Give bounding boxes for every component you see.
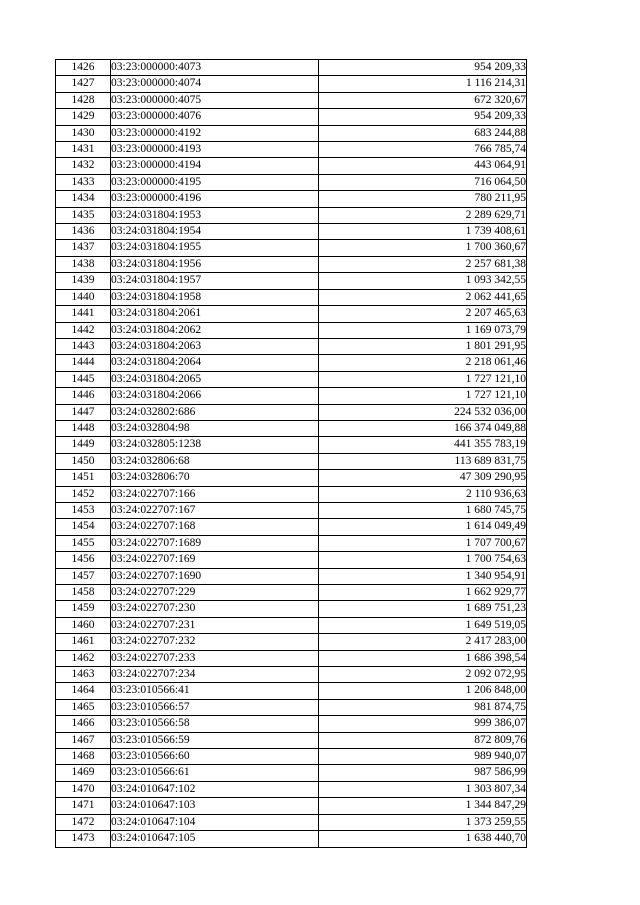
value-cell: 2 218 061,46 [319, 355, 527, 371]
table-row [56, 814, 527, 830]
cadastral-number-cell: 03:24:022707:229 [111, 585, 319, 601]
value-cell: 954 209,33 [319, 109, 527, 125]
row-number-cell: 1453 [56, 502, 111, 518]
table-body [56, 60, 527, 848]
cadastral-number-cell: 03:24:031804:2062 [111, 322, 319, 338]
table-row [56, 142, 527, 158]
value-cell: 47 309 290,95 [319, 470, 527, 486]
cadastral-number-cell: 03:24:031804:1957 [111, 273, 319, 289]
table-row [56, 667, 527, 683]
cadastral-number-cell: 03:23:000000:4194 [111, 158, 319, 174]
value-cell: 2 289 629,71 [319, 207, 527, 223]
cadastral-number-cell: 03:24:031804:1955 [111, 240, 319, 256]
cadastral-number-cell: 03:24:032806:68 [111, 453, 319, 469]
row-number-cell: 1464 [56, 683, 111, 699]
cadastral-number-cell: 03:24:010647:104 [111, 814, 319, 830]
cadastral-number-cell: 03:24:022707:230 [111, 601, 319, 617]
value-cell: 1 344 847,29 [319, 798, 527, 814]
value-cell: 1 206 848,00 [319, 683, 527, 699]
cadastral-number-cell: 03:24:031804:2063 [111, 338, 319, 354]
table-row [56, 224, 527, 240]
cadastral-number-cell: 03:24:031804:1956 [111, 256, 319, 272]
row-number-cell: 1448 [56, 420, 111, 436]
value-cell: 1 700 360,67 [319, 240, 527, 256]
cadastral-number-cell: 03:23:000000:4073 [111, 60, 319, 76]
row-number-cell: 1438 [56, 256, 111, 272]
cadastral-number-cell: 03:24:022707:166 [111, 486, 319, 502]
value-cell: 441 355 783,19 [319, 437, 527, 453]
row-number-cell: 1444 [56, 355, 111, 371]
row-number-cell: 1458 [56, 585, 111, 601]
row-number-cell: 1462 [56, 650, 111, 666]
row-number-cell: 1433 [56, 174, 111, 190]
table-row [56, 585, 527, 601]
table-row [56, 486, 527, 502]
table-row [56, 371, 527, 387]
table-row [56, 716, 527, 732]
table-row [56, 273, 527, 289]
row-number-cell: 1427 [56, 76, 111, 92]
table-row [56, 388, 527, 404]
value-cell: 113 689 831,75 [319, 453, 527, 469]
row-number-cell: 1441 [56, 306, 111, 322]
table-row [56, 765, 527, 781]
value-cell: 1 614 049,49 [319, 519, 527, 535]
cadastral-number-cell: 03:24:031804:2066 [111, 388, 319, 404]
table-row [56, 798, 527, 814]
value-cell: 1 093 342,55 [319, 273, 527, 289]
value-cell: 1 303 807,34 [319, 781, 527, 797]
value-cell: 2 110 936,63 [319, 486, 527, 502]
row-number-cell: 1430 [56, 125, 111, 141]
table-row [56, 732, 527, 748]
row-number-cell: 1455 [56, 535, 111, 551]
cadastral-number-cell: 03:24:032805:1238 [111, 437, 319, 453]
cadastral-number-cell: 03:24:032806:70 [111, 470, 319, 486]
table-row [56, 781, 527, 797]
cadastral-number-cell: 03:23:010566:59 [111, 732, 319, 748]
cadastral-number-cell: 03:24:022707:1689 [111, 535, 319, 551]
value-cell: 1 638 440,70 [319, 831, 527, 847]
table-row [56, 470, 527, 486]
cadastral-number-cell: 03:23:000000:4193 [111, 142, 319, 158]
value-cell: 780 211,95 [319, 191, 527, 207]
row-number-cell: 1468 [56, 749, 111, 765]
row-number-cell: 1452 [56, 486, 111, 502]
cadastral-number-cell: 03:23:010566:41 [111, 683, 319, 699]
table-row [56, 92, 527, 108]
table-row [56, 437, 527, 453]
value-cell: 224 532 036,00 [319, 404, 527, 420]
row-number-cell: 1445 [56, 371, 111, 387]
table-row [56, 60, 527, 76]
cadastral-number-cell: 03:24:022707:167 [111, 502, 319, 518]
cadastral-number-cell: 03:23:000000:4076 [111, 109, 319, 125]
cadastral-number-cell: 03:24:022707:232 [111, 634, 319, 650]
cadastral-number-cell: 03:23:010566:60 [111, 749, 319, 765]
row-number-cell: 1471 [56, 798, 111, 814]
table-row [56, 420, 527, 436]
value-cell: 2 207 465,63 [319, 306, 527, 322]
row-number-cell: 1432 [56, 158, 111, 174]
row-number-cell: 1428 [56, 92, 111, 108]
value-cell: 716 064,50 [319, 174, 527, 190]
value-cell: 1 373 259,55 [319, 814, 527, 830]
table-row [56, 76, 527, 92]
cadastral-number-cell: 03:24:031804:1958 [111, 289, 319, 305]
table-row [56, 617, 527, 633]
table-row [56, 831, 527, 847]
value-cell: 1 700 754,63 [319, 552, 527, 568]
cadastral-number-cell: 03:23:010566:61 [111, 765, 319, 781]
cadastral-number-cell: 03:23:000000:4074 [111, 76, 319, 92]
cadastral-number-cell: 03:24:010647:102 [111, 781, 319, 797]
table-row [56, 289, 527, 305]
table-row [56, 601, 527, 617]
row-number-cell: 1431 [56, 142, 111, 158]
table-row [56, 699, 527, 715]
row-number-cell: 1470 [56, 781, 111, 797]
cadastral-number-cell: 03:24:031804:2064 [111, 355, 319, 371]
row-number-cell: 1472 [56, 814, 111, 830]
value-cell: 2 257 681,38 [319, 256, 527, 272]
row-number-cell: 1436 [56, 224, 111, 240]
cadastral-number-cell: 03:23:000000:4196 [111, 191, 319, 207]
cadastral-number-cell: 03:24:022707:231 [111, 617, 319, 633]
row-number-cell: 1439 [56, 273, 111, 289]
row-number-cell: 1451 [56, 470, 111, 486]
row-number-cell: 1463 [56, 667, 111, 683]
value-cell: 989 940,07 [319, 749, 527, 765]
table-row [56, 158, 527, 174]
value-cell: 999 386,07 [319, 716, 527, 732]
cadastral-number-cell: 03:24:010647:103 [111, 798, 319, 814]
cadastral-number-cell: 03:23:010566:58 [111, 716, 319, 732]
row-number-cell: 1446 [56, 388, 111, 404]
value-cell: 1 727 121,10 [319, 388, 527, 404]
value-cell: 1 689 751,23 [319, 601, 527, 617]
table-row [56, 240, 527, 256]
value-cell: 1 739 408,61 [319, 224, 527, 240]
cadastral-number-cell: 03:24:031804:1954 [111, 224, 319, 240]
row-number-cell: 1450 [56, 453, 111, 469]
value-cell: 1 649 519,05 [319, 617, 527, 633]
row-number-cell: 1466 [56, 716, 111, 732]
row-number-cell: 1437 [56, 240, 111, 256]
row-number-cell: 1443 [56, 338, 111, 354]
value-cell: 2 062 441,65 [319, 289, 527, 305]
value-cell: 1 707 700,67 [319, 535, 527, 551]
table-row [56, 535, 527, 551]
row-number-cell: 1467 [56, 732, 111, 748]
row-number-cell: 1457 [56, 568, 111, 584]
cadastral-number-cell: 03:24:022707:234 [111, 667, 319, 683]
value-cell: 954 209,33 [319, 60, 527, 76]
row-number-cell: 1429 [56, 109, 111, 125]
row-number-cell: 1449 [56, 437, 111, 453]
table-row [56, 650, 527, 666]
value-cell: 1 116 214,31 [319, 76, 527, 92]
table-row [56, 306, 527, 322]
cadastral-number-cell: 03:24:031804:1953 [111, 207, 319, 223]
row-number-cell: 1440 [56, 289, 111, 305]
value-cell: 1 801 291,95 [319, 338, 527, 354]
table-row [56, 502, 527, 518]
cadastral-number-cell: 03:23:000000:4075 [111, 92, 319, 108]
table-row [56, 174, 527, 190]
value-cell: 1 686 398,54 [319, 650, 527, 666]
cadastral-number-cell: 03:24:022707:233 [111, 650, 319, 666]
row-number-cell: 1435 [56, 207, 111, 223]
value-cell: 2 092 072,95 [319, 667, 527, 683]
table-row [56, 338, 527, 354]
row-number-cell: 1473 [56, 831, 111, 847]
row-number-cell: 1426 [56, 60, 111, 76]
value-cell: 766 785,74 [319, 142, 527, 158]
cadastral-number-cell: 03:23:000000:4192 [111, 125, 319, 141]
cadastral-value-table [55, 59, 527, 848]
row-number-cell: 1456 [56, 552, 111, 568]
table-row [56, 453, 527, 469]
cadastral-number-cell: 03:24:032802:686 [111, 404, 319, 420]
value-cell: 1 169 073,79 [319, 322, 527, 338]
value-cell: 987 586,99 [319, 765, 527, 781]
row-number-cell: 1459 [56, 601, 111, 617]
row-number-cell: 1454 [56, 519, 111, 535]
table-row [56, 322, 527, 338]
cadastral-number-cell: 03:24:032804:98 [111, 420, 319, 436]
row-number-cell: 1447 [56, 404, 111, 420]
row-number-cell: 1461 [56, 634, 111, 650]
value-cell: 683 244,88 [319, 125, 527, 141]
value-cell: 1 727 121,10 [319, 371, 527, 387]
table-row [56, 634, 527, 650]
cadastral-number-cell: 03:24:031804:2061 [111, 306, 319, 322]
cadastral-number-cell: 03:24:031804:2065 [111, 371, 319, 387]
table-row [56, 355, 527, 371]
table-row [56, 749, 527, 765]
value-cell: 672 320,67 [319, 92, 527, 108]
cadastral-number-cell: 03:23:010566:57 [111, 699, 319, 715]
value-cell: 1 680 745,75 [319, 502, 527, 518]
table-row [56, 568, 527, 584]
value-cell: 166 374 049,88 [319, 420, 527, 436]
cadastral-number-cell: 03:23:000000:4195 [111, 174, 319, 190]
table-row [56, 125, 527, 141]
table-row [56, 256, 527, 272]
table-row [56, 109, 527, 125]
cadastral-number-cell: 03:24:022707:1690 [111, 568, 319, 584]
row-number-cell: 1460 [56, 617, 111, 633]
row-number-cell: 1442 [56, 322, 111, 338]
table-row [56, 207, 527, 223]
row-number-cell: 1434 [56, 191, 111, 207]
value-cell: 2 417 283,00 [319, 634, 527, 650]
cadastral-number-cell: 03:24:022707:169 [111, 552, 319, 568]
value-cell: 443 064,91 [319, 158, 527, 174]
value-cell: 981 874,75 [319, 699, 527, 715]
cadastral-number-cell: 03:24:022707:168 [111, 519, 319, 535]
table-row [56, 404, 527, 420]
value-cell: 1 662 929,77 [319, 585, 527, 601]
table-row [56, 683, 527, 699]
table-row [56, 519, 527, 535]
cadastral-number-cell: 03:24:010647:105 [111, 831, 319, 847]
table-row [56, 552, 527, 568]
table-row [56, 191, 527, 207]
value-cell: 1 340 954,91 [319, 568, 527, 584]
row-number-cell: 1465 [56, 699, 111, 715]
row-number-cell: 1469 [56, 765, 111, 781]
value-cell: 872 809,76 [319, 732, 527, 748]
